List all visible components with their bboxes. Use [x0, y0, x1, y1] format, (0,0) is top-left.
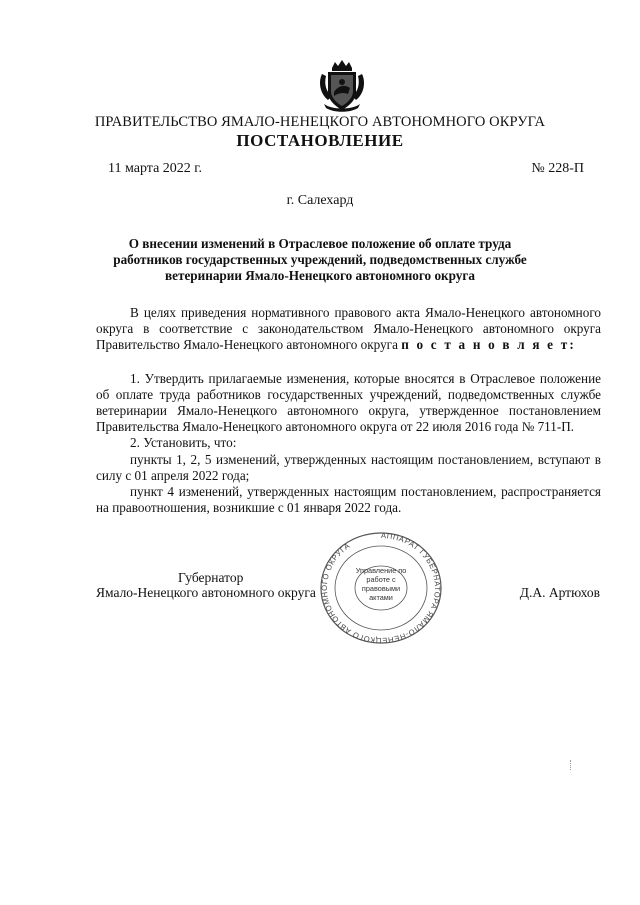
stamp-ring-text: АППАРАТ ГУБЕРНАТОРА ЯМАЛО-НЕНЕЦКОГО АВТОНОМНОГО ОКРУГА [319, 530, 442, 646]
preamble [96, 305, 601, 354]
government-name: ПРАВИТЕЛЬСТВО ЯМАЛО-НЕНЕЦКОГО АВТОНОМНОГО ОКРУГА [94, 114, 546, 130]
paragraph-gap [96, 354, 601, 371]
document-type: ПОСТАНОВЛЕНИЕ [236, 131, 404, 150]
document-city: г. Салехард [286, 193, 354, 208]
document-date: 11 марта 2022 г. [108, 161, 202, 176]
document-title: О внесении изменений в Отраслевое положение об оплате труда работников государственных учреждений, подведомственных службе ветеринарии Ямало-Ненецкого автономного округа [113, 236, 527, 283]
document-body [96, 305, 601, 516]
item-1: 1. Утвердить прилагаемые изменения, которые вносятся в Отраслевое положение об оплате труда работников государственных учреждений, подведомственных службе ветеринарии Ямало-Ненецкого автономного округа, утвержденное постановлением Правительства Ямало-Ненецкого автономного округа от 22 июля 2016 года № 711-П. [96, 370, 601, 435]
item-2: 2. Установить, что: [130, 435, 237, 451]
stamp-center-text: Управление по работе с правовыми актами [355, 566, 407, 602]
preamble-text: В целях приведения нормативного правового акта Ямало-Ненецкого автономного округа в соответствие с законодательством Ямало-Ненецкого автономного округа Правительство Ямало-Ненецкого автономного округа [96, 305, 601, 353]
item-2b: пункт 4 изменений, утвержденных настоящим постановлением, распространяется на правоотношения, возникшие с 01 января 2022 года. [96, 484, 601, 516]
document-number: № 228-П [531, 161, 584, 176]
coat-of-arms-icon [318, 58, 366, 114]
signatory-name: Д.А. Артюхов [519, 585, 600, 600]
signatory-region: Ямало-Ненецкого автономного округа [96, 585, 316, 600]
decides-word: п о с т а н о в л я е т: [401, 337, 576, 353]
scan-mark [570, 760, 572, 770]
signatory-position: Губернатор [178, 570, 244, 585]
item-2a: пункты 1, 2, 5 изменений, утвержденных настоящим постановлением, вступают в силу с 01 апреля 2022 года; [96, 451, 601, 483]
